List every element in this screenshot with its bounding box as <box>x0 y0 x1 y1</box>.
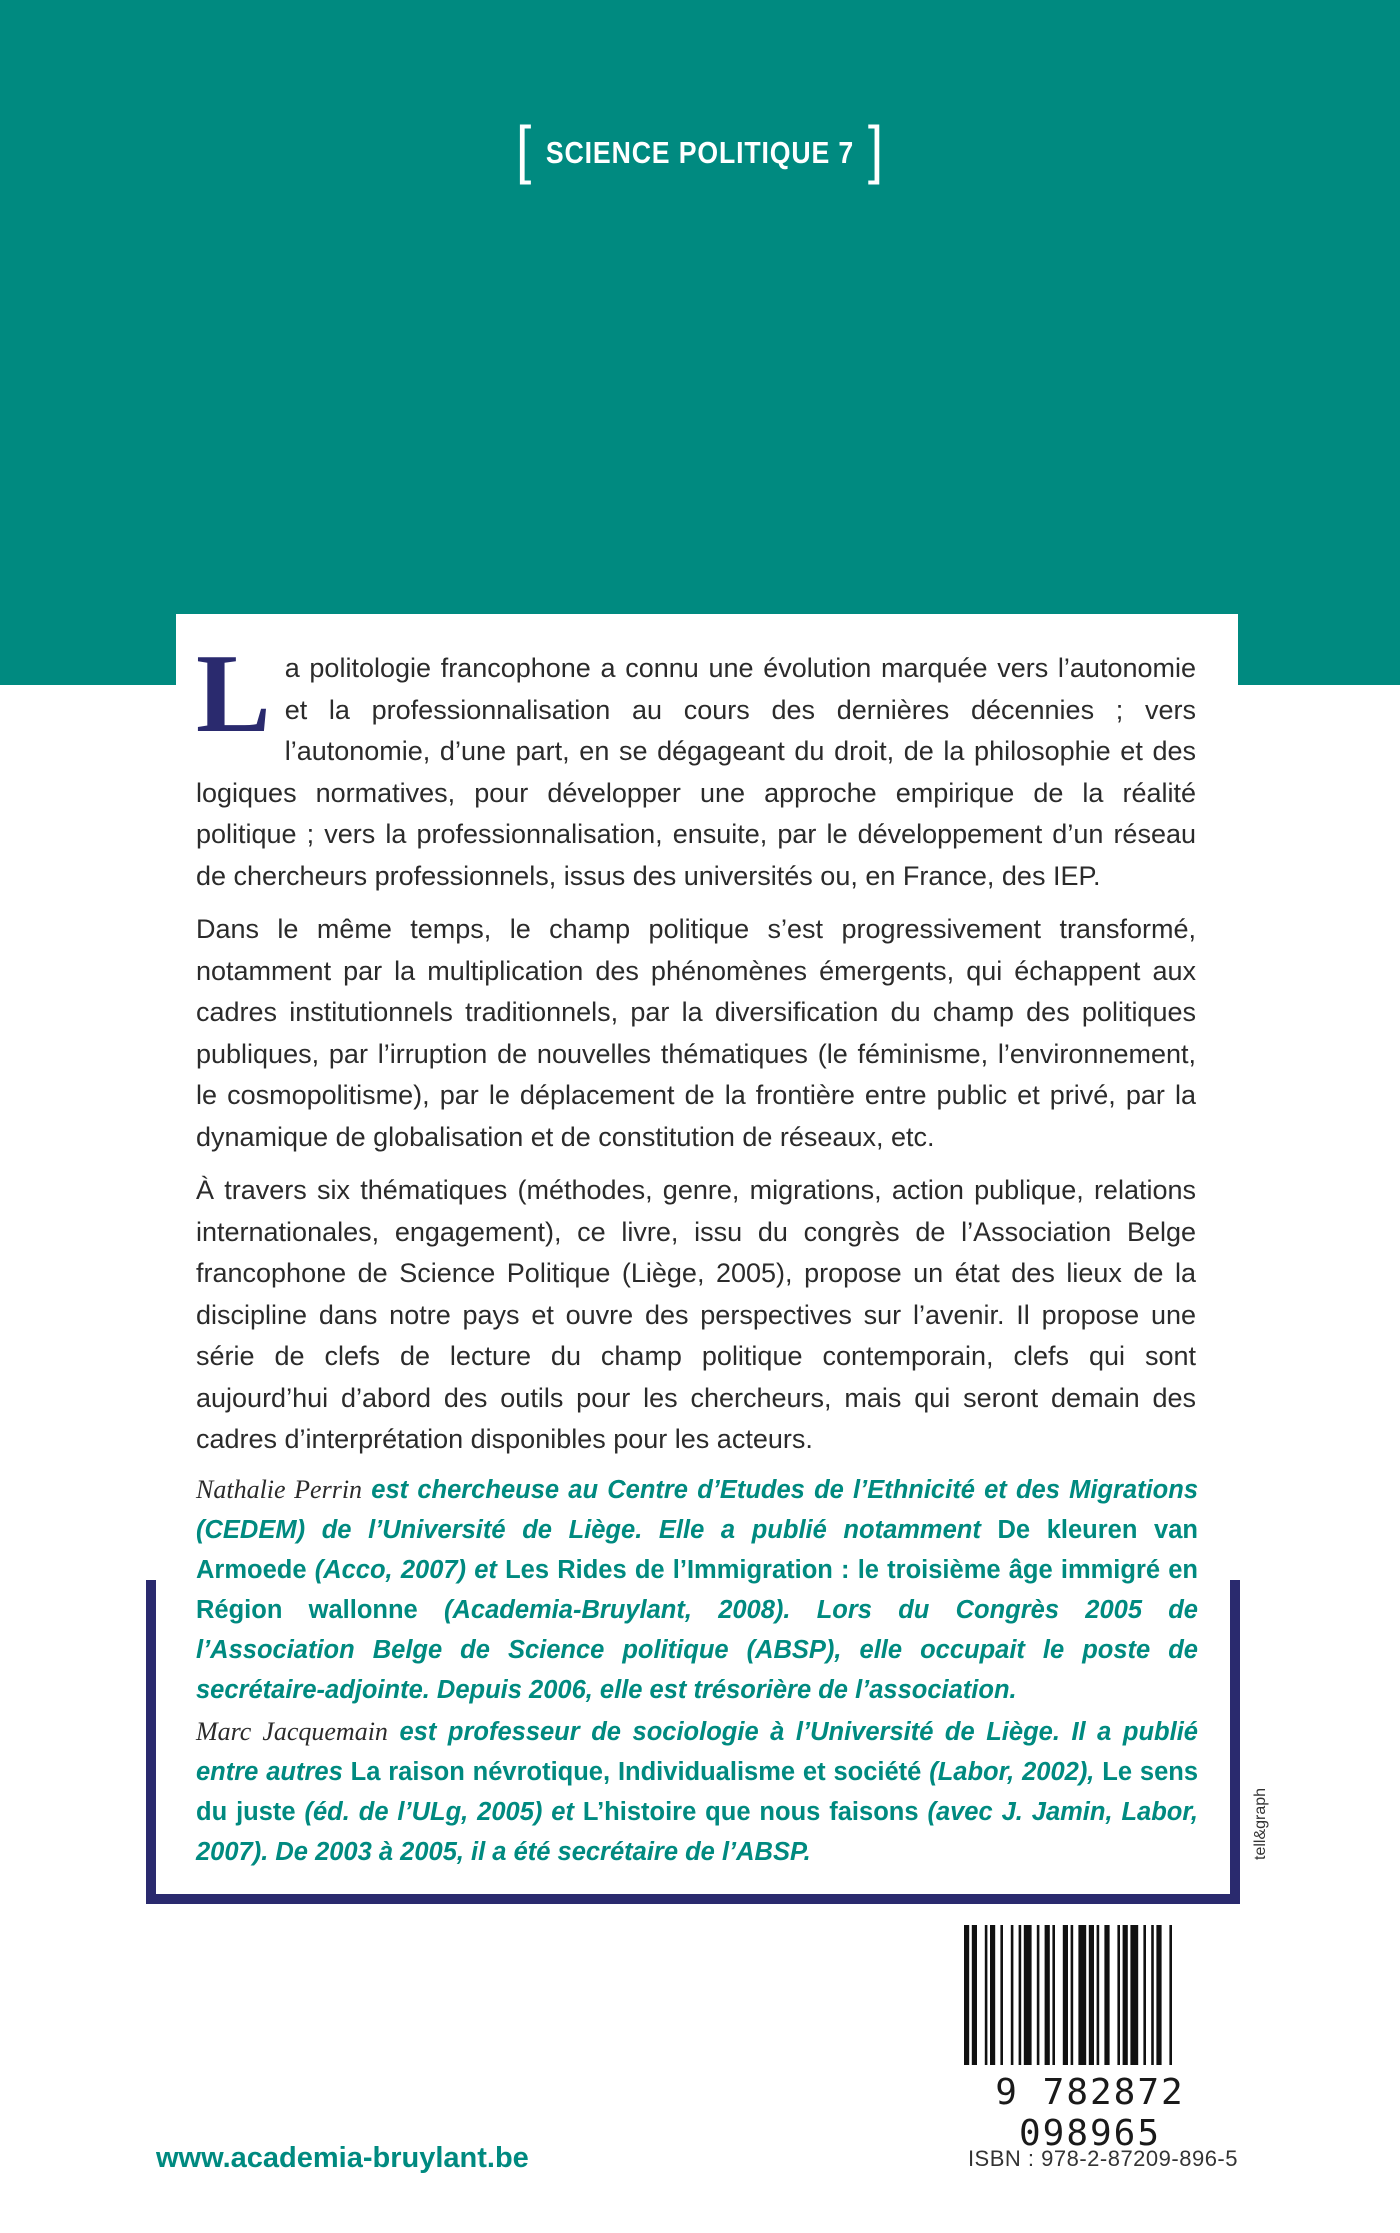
book-title: Le sens du juste <box>196 1758 1199 1826</box>
barcode-bar <box>1019 1925 1022 2065</box>
bracket-close: ] <box>867 113 884 185</box>
barcode-bar <box>972 1925 977 2065</box>
barcode-digits: 9 782872 098965 <box>995 2072 1185 2154</box>
bio-jacquemain-text-1: est professeur de sociologie à l’Université de Liège. Il a publié entre autres <box>196 1718 1198 1786</box>
bio-jacquemain-text-3: (éd. de l’ULg, 2005) et <box>295 1798 583 1826</box>
barcode-bar <box>1117 1925 1120 2065</box>
barcode-bar <box>990 1925 995 2065</box>
barcode-bar <box>1143 1925 1146 2065</box>
bio-perrin-text-1: est chercheuse au Centre d’Etudes de l’Ethnicité et des Migrations (CEDEM) de l’Université de Liège. Elle a publié notamment <box>196 1476 1199 1544</box>
bio-perrin <box>196 1470 1198 1710</box>
barcode-bar <box>1078 1925 1086 2065</box>
author-bios <box>196 1470 1198 1874</box>
barcode-bar <box>1130 1925 1138 2065</box>
teal-header-band <box>0 0 1400 685</box>
bio-perrin-text-3: (Academia-Bruylant, 2008). Lors du Congrès 2005 de l’Association Belge de Science politique (ABSP), elle occupait le poste de secrétaire-adjointe. Depuis 2006, elle est trésorière de l’association. <box>196 1596 1198 1704</box>
series-label: SCIENCE POLITIQUE 7 <box>545 135 855 170</box>
barcode-bar <box>1000 1925 1003 2065</box>
barcode-bar <box>1156 1925 1161 2065</box>
barcode-bar <box>1104 1925 1109 2065</box>
author-name-perrin: Nathalie Perrin <box>196 1475 363 1504</box>
barcode-bar <box>1063 1925 1068 2065</box>
book-title: La raison névrotique, Individualisme et société <box>350 1758 922 1786</box>
bio-jacquemain-text-4: (avec J. Jamin, Labor, 2007). De 2003 à 2005, il a été secrétaire de l’ABSP. <box>196 1798 1198 1866</box>
blurb-paragraph-3: À travers six thématiques (méthodes, genre, migrations, action publique, relations internationales, engagement), ce livre, issu du congrès de l’Association Belge francophone de Science Politique (Liège, 2005), propose un état des lieux de la discipline dans notre pays et ouvre des perspectives sur l’avenir. Il propose une série de clefs de lecture du champ politique contemporain, clefs qui sont aujourd’hui d’abord des outils pour les chercheurs, mais qui seront demain des cadres d’interprétation disponibles pour les acteurs. <box>196 1175 1196 1454</box>
bracket-open: [ <box>516 113 533 185</box>
barcode-bar <box>1097 1925 1100 2065</box>
barcode-bar <box>1052 1925 1055 2065</box>
bio-jacquemain-text-2: (Labor, 2002), <box>921 1758 1103 1786</box>
book-title: L’histoire que nous faisons <box>582 1798 919 1826</box>
blurb-paragraph-1 <box>196 632 1196 897</box>
barcode-bars <box>960 1925 1220 2075</box>
publisher-website-link[interactable]: www.academia-bruylant.be <box>156 2142 529 2174</box>
barcode-bar <box>1169 1925 1172 2065</box>
barcode-bar <box>1024 1925 1032 2065</box>
bio-perrin-text-2: (Acco, 2007) et <box>306 1556 506 1584</box>
blurb-paragraph-2: Dans le même temps, le champ politique s’est progressivement transformé, notamment par la multiplication des phénomènes émergents, qui échappent aux cadres institutionnels traditionnels, par la diversification du champ des politiques publiques, par l’irruption de nouvelles thématiques (le féminisme, l’environnement, le cosmopolitisme), par le déplacement de la frontière entre public et privé, par la dynamique de globalisation et de constitution de réseaux, etc. <box>196 914 1196 1152</box>
author-name-jacquemain: Marc Jacquemain <box>196 1717 388 1746</box>
isbn-label: ISBN : 978-2-87209-896-5 <box>967 2146 1238 2171</box>
drop-cap: L <box>196 632 271 756</box>
barcode-bar <box>1071 1925 1074 2065</box>
series-title <box>98 112 1302 186</box>
book-title: De kleuren van Armoede <box>196 1516 1198 1584</box>
barcode-bar <box>985 1925 988 2065</box>
barcode-bar <box>1045 1925 1050 2065</box>
barcode-bar <box>1123 1925 1128 2065</box>
bio-jacquemain <box>196 1712 1198 1872</box>
designer-credit: tell&graph <box>1252 1787 1269 1860</box>
barcode-bar <box>1151 1925 1154 2065</box>
back-cover-blurb <box>196 632 1196 1473</box>
barcode-bar <box>1011 1925 1014 2065</box>
barcode-bar <box>1037 1925 1040 2065</box>
barcode-bar <box>1089 1925 1094 2065</box>
blurb-p1-text: a politologie francophone a connu une évolution marquée vers l’autonomie et la professionnalisation au cours des dernières décennies ; vers l’autonomie, d’une part, en se dégageant du droit, de la philosophie et des logiques normatives, pour développer une approche empirique de la réalité politique ; vers la professionnalisation, ensuite, par le développement d’un réseau de chercheurs professionnels, issus des universités ou, en France, des IEP. <box>196 653 1196 891</box>
book-title: Les Rides de l’Immigration : le troisième âge immigré en Région wallonne <box>196 1556 1198 1624</box>
barcode-bar <box>964 1925 969 2065</box>
